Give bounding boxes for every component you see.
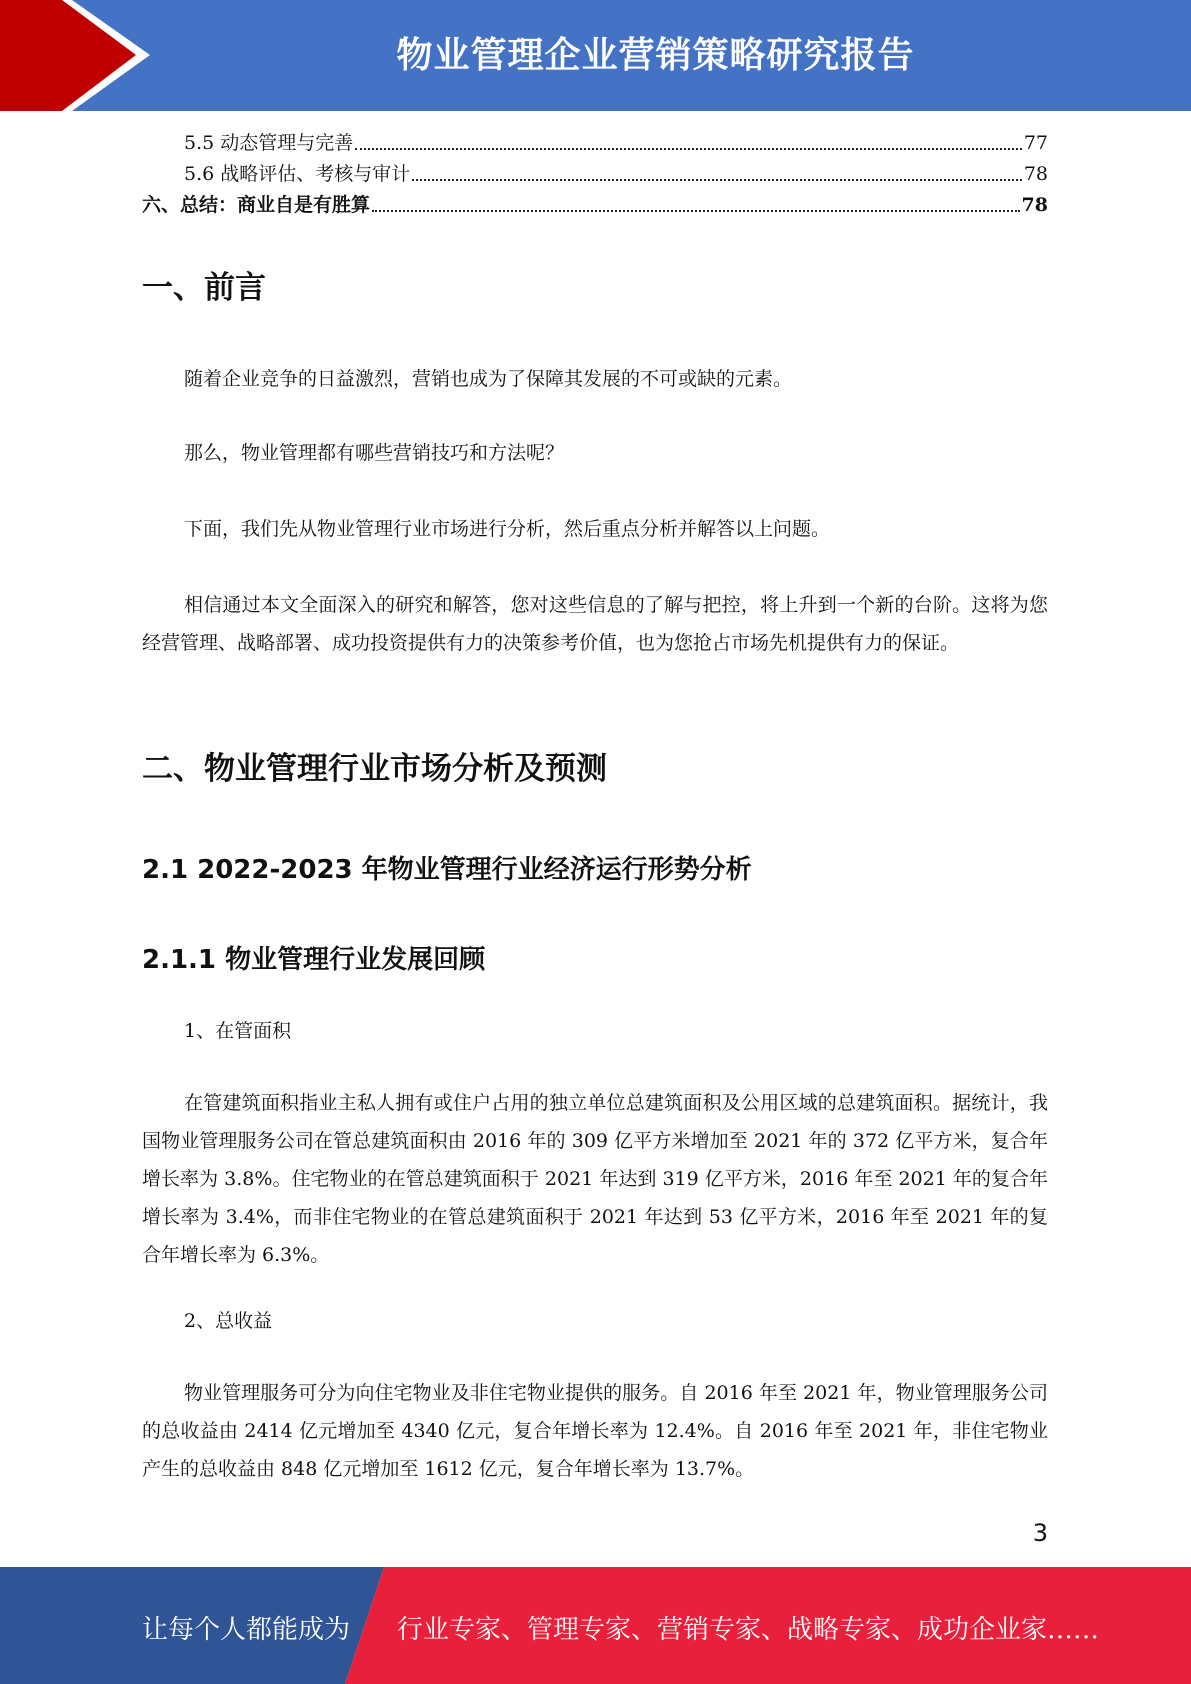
section-heading-preface: 一、前言 [142,270,266,306]
paragraph: 物业管理服务可分为向住宅物业及非住宅物业提供的服务。自 2016 年至 2021 年，物业管理服务公司的总收益由 2414 亿元增加至 4340 亿元，复合年增长率为 12.4%。自 2016 年至 2021 年，非住宅物业产生的总收益由 848 亿元增加至 1612 亿元，复合年增长率为 13.7%。 [142,1382,1048,1480]
toc-entry-page: 78 [1021,194,1048,216]
toc-entry-page: 77 [1023,132,1048,154]
paragraph: 相信通过本文全面深入的研究和解答，您对这些信息的了解与把控，将上升到一个新的台阶。这将为您经营管理、战略部署、成功投资提供有力的决策参考价值，也为您抢占市场先机提供有力的保证。 [142,594,1048,654]
toc-entry-label: 5.5 动态管理与完善 [184,132,354,154]
toc-leader-dots [372,202,1020,212]
paragraph: 在管建筑面积指业主私人拥有或住户占用的独立单位总建筑面积及公用区域的总建筑面积。据统计，我国物业管理服务公司在管总建筑面积由 2016 年的 309 亿平方米增加至 2021 年的 372 亿平方米，复合年增长率为 3.8%。住宅物业的在管总建筑面积于 2021 年达到 319 亿平方米，2016 年至 2021 年的复合年增长率为 3.4%，而非住宅物业的在管总建筑面积于 2021 年达到 53 亿平方米，2016 年至 2021 年的复合年增长率为 6.3%。 [142,1092,1048,1266]
paragraph: 下面，我们先从物业管理行业市场进行分析，然后重点分析并解答以上问题。 [184,518,831,540]
toc-entry[interactable] [142,128,1048,159]
toc-entry[interactable] [142,190,1048,221]
list-item-heading: 2、总收益 [184,1310,273,1332]
table-of-contents [142,128,1048,221]
toc-leader-dots [355,140,1022,150]
list-item-heading: 1、在管面积 [184,1020,292,1042]
toc-leader-dots [412,171,1022,181]
subsubsection-heading: 2.1.1 物业管理行业发展回顾 [142,945,486,975]
page-footer [0,1567,1191,1684]
section-heading-market-analysis: 二、物业管理行业市场分析及预测 [142,751,607,787]
toc-entry-label: 5.6 战略评估、考核与审计 [184,163,411,185]
toc-entry-page: 78 [1023,163,1048,185]
subsection-heading: 2.1 2022-2023 年物业管理行业经济运行形势分析 [142,855,752,885]
footer-slogan-left: 让每个人都能成为 [142,1615,351,1645]
page-header [0,0,1191,111]
footer-slogan-right: 行业专家、管理专家、营销专家、战略专家、成功企业家…… [397,1615,1100,1645]
paragraph: 那么，物业管理都有哪些营销技巧和方法呢？ [184,442,565,464]
toc-entry-label: 六、总结：商业自是有胜算 [142,194,371,216]
toc-entry[interactable] [142,159,1048,190]
report-title: 物业管理企业营销策略研究报告 [396,35,915,76]
page-number: 3 [1032,1519,1048,1547]
paragraph: 随着企业竞争的日益激烈，营销也成为了保障其发展的不可或缺的元素。 [184,368,793,390]
